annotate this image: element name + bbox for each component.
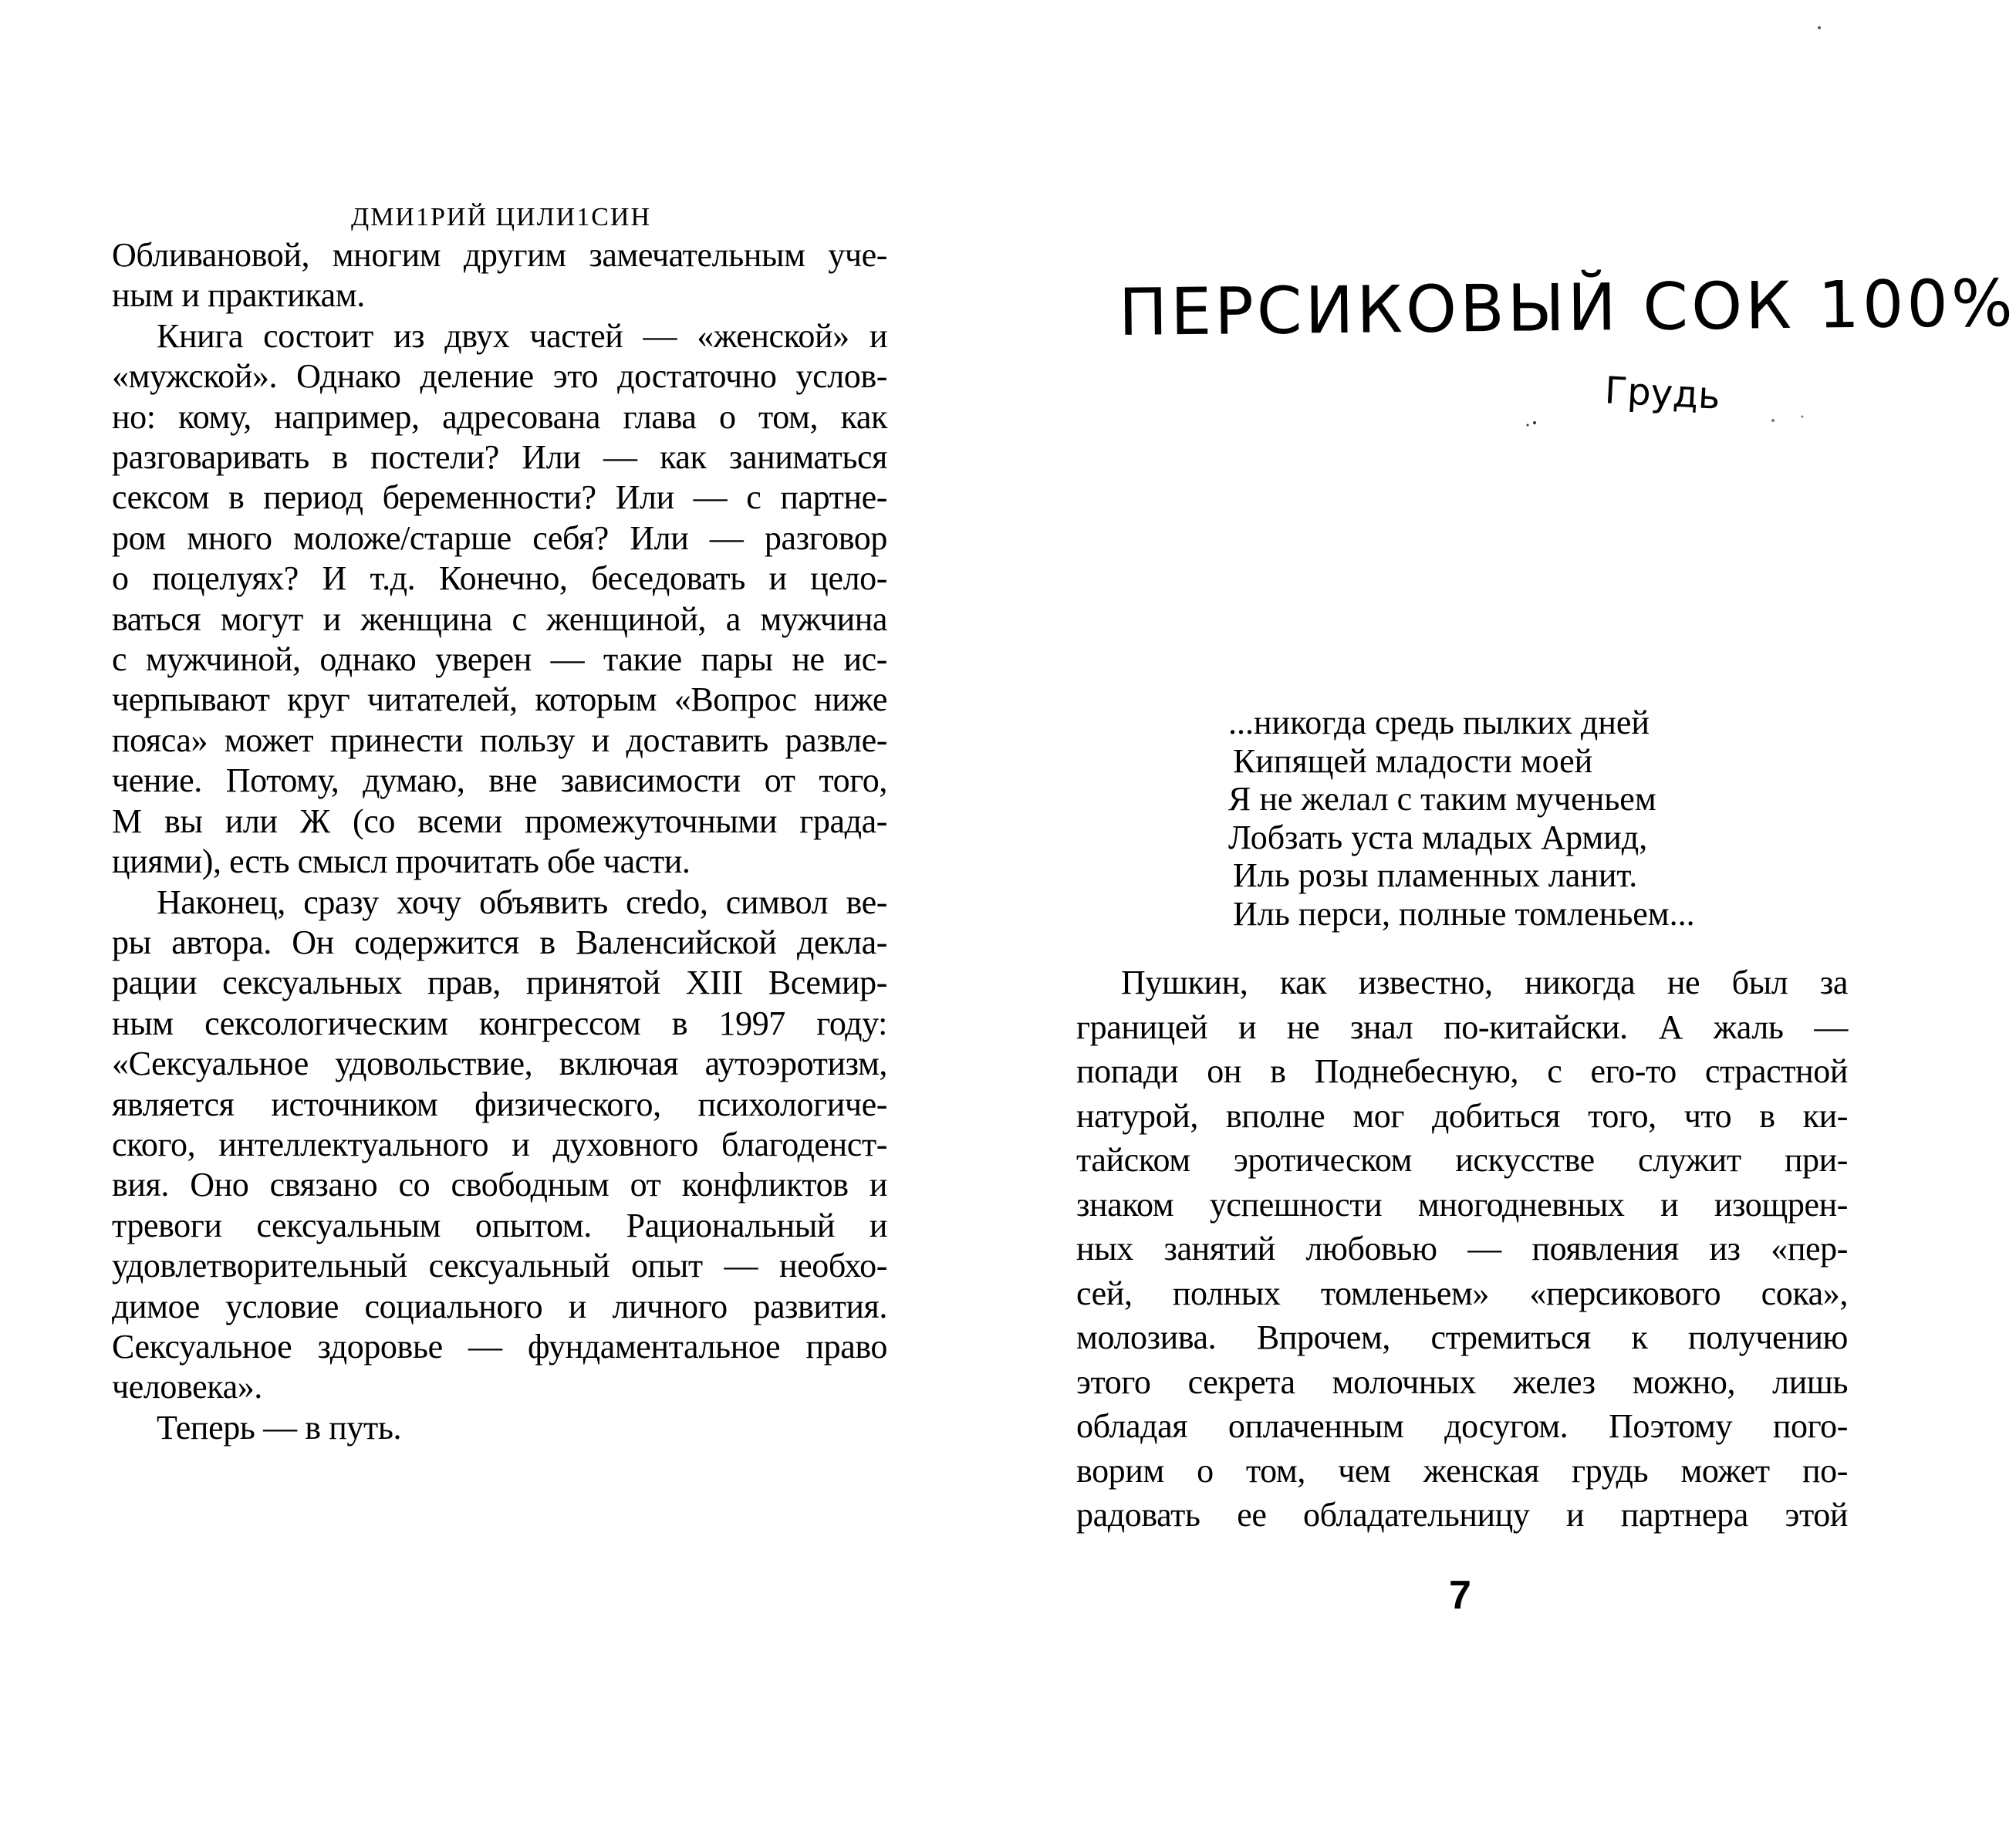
text-line: Книга состоит из двух частей — «женской» и	[157, 316, 887, 355]
chapter-subtitle: Грудь	[1603, 369, 1721, 418]
text-line: тайском эротическом искусстве служит при-	[1076, 1141, 1848, 1179]
text-line: димое условие социального и личного развития.	[112, 1287, 887, 1325]
text-line: ных занятий любовью — появления из «пер-	[1076, 1230, 1848, 1268]
text-line: пояса» может принести пользу и доставить развле-	[112, 721, 887, 759]
text-line: рации сексуальных прав, принятой XIII Всемир-	[112, 964, 887, 1002]
text-line: «мужской». Однако деление это достаточно услов-	[112, 357, 887, 396]
text-line: удовлетворительный сексуальный опыт — необхо-	[112, 1247, 887, 1285]
left-body-text	[112, 235, 887, 1448]
text-line: вия. Оно связано со свободным от конфликтов и	[112, 1166, 887, 1204]
right-page	[957, 0, 2016, 1823]
text-line: сей, полных томленьем» «персикового сока»,	[1076, 1274, 1848, 1312]
text-line: ского, интеллектуального и духовного благоденст-	[112, 1125, 887, 1163]
text-line: Сексуальное здоровье — фундаментальное право	[112, 1327, 887, 1366]
running-head: ДМИ1РИЙ ЦИЛИ1СИН	[351, 203, 651, 231]
text-line: границей и не знал по-китайски. А жаль —	[1076, 1008, 1848, 1046]
text-line: этого секрета молочных желез можно, лишь	[1076, 1362, 1848, 1401]
text-line: ры автора. Он содержится в Валенсийской декла-	[112, 923, 887, 961]
text-line: с мужчиной, однако уверен — такие пары не ис-	[112, 640, 887, 679]
text-line: является источником физического, психологиче-	[112, 1085, 887, 1123]
chapter-title: ПЕРСИКОВЫЙ СОК 100%	[1118, 265, 2016, 350]
text-line: обладая оплаченным досугом. Поэтому пого-	[1076, 1407, 1848, 1445]
verse-line: ...никогда средь пылких дней	[1228, 704, 1650, 741]
text-line: М вы или Ж (со всеми промежуточными града-	[112, 802, 887, 840]
page-number: 7	[1449, 1573, 1471, 1618]
text-line: натурой, вполне мог добиться того, что в ки-	[1076, 1096, 1848, 1135]
epigraph-verse	[1228, 704, 1695, 933]
text-line: циями), есть смысл прочитать обе части.	[112, 842, 691, 881]
verse-line: Иль перси, полные томленьем...	[1233, 894, 1695, 933]
text-line: ворим о том, чем женская грудь может по-	[1076, 1451, 1848, 1490]
verse-line: Кипящей младости моей	[1233, 741, 1593, 780]
text-line: Пушкин, как известно, никогда не был за	[1121, 964, 1848, 1001]
text-line: Теперь — в путь.	[157, 1408, 402, 1447]
text-line: чение. Потому, думаю, вне зависимости от того,	[112, 761, 887, 800]
right-body-text	[1076, 960, 1848, 1538]
verse-line: Лобзать уста младых Армид,	[1228, 818, 1648, 856]
text-line: ваться могут и женщина с женщиной, а мужчина	[112, 599, 887, 638]
text-line: радовать ее обладательницу и партнера этой	[1076, 1496, 1848, 1534]
text-line: «Сексуальное удовольствие, включая аутоэротизм,	[112, 1045, 887, 1083]
text-line: сексом в период беременности? Или — с партне-	[112, 478, 887, 517]
text-line: но: кому, например, адресована глава о том, как	[112, 397, 887, 436]
text-line: знаком успешности многодневных и изощрен-	[1076, 1185, 1848, 1224]
text-line: тревоги сексуальным опытом. Рациональный и	[112, 1206, 887, 1244]
left-page	[0, 0, 957, 1823]
text-line: о поцелуях? И т.д. Конечно, беседовать и цело-	[112, 559, 887, 598]
verse-line: Я не желал с таким мученьем	[1228, 780, 1656, 818]
text-line: ром много моложе/старше себя? Или — разговор	[112, 518, 887, 557]
text-line: ным и практикам.	[112, 276, 365, 315]
scan-specks-decoration	[957, 0, 1913, 540]
text-line: черпывают круг читателей, которым «Вопрос ниже	[112, 680, 887, 719]
text-line: человека».	[112, 1368, 262, 1406]
text-line: ным сексологическим конгрессом в 1997 году:	[112, 1004, 887, 1042]
text-line: разговаривать в постели? Или — как заниматься	[112, 438, 887, 477]
text-line: молозива. Впрочем, стремиться к получению	[1076, 1318, 1848, 1356]
text-line: Обливановой, многим другим замечательным уче-	[112, 236, 887, 274]
text-line: Наконец, сразу хочу объявить credo, символ ве-	[157, 883, 887, 921]
text-line: попади он в Поднебесную, с его-то страстной	[1076, 1052, 1848, 1090]
verse-line: Иль розы пламенных ланит.	[1233, 856, 1638, 894]
